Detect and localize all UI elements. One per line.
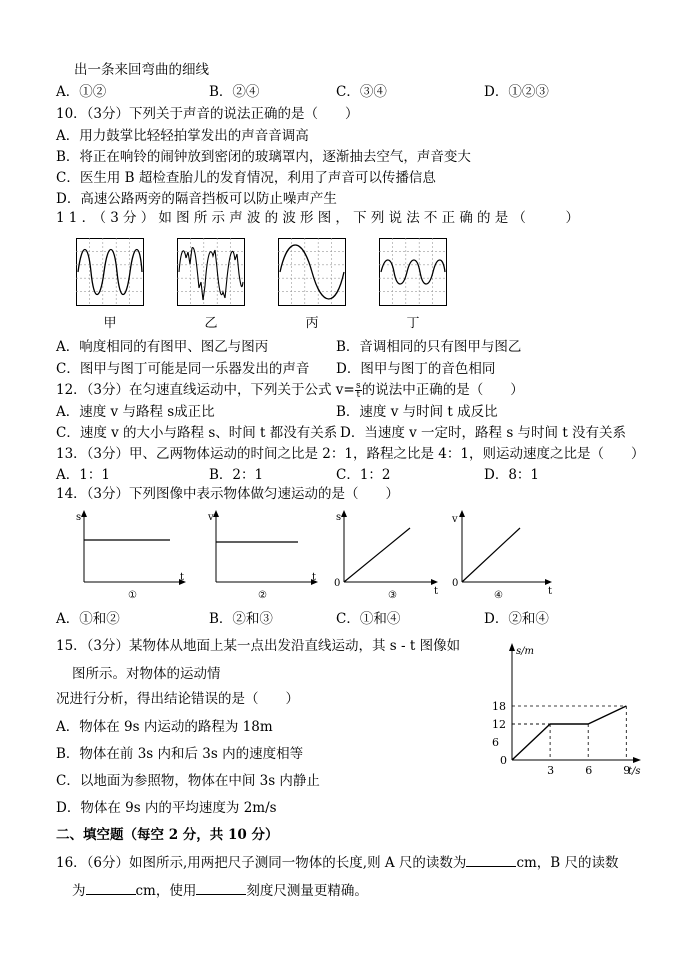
graph-4-y-label: v xyxy=(452,514,458,525)
graph-4-number: ④ xyxy=(494,590,503,600)
q11-option-a: A．响度相同的有图甲、图乙与图丙 xyxy=(56,339,269,355)
graph-1-s-t-horizontal xyxy=(70,508,190,600)
q11-option-d: D．图甲与图丁的音色相同 xyxy=(336,361,496,377)
q12-option-a: A．速度 v 与路程 s成正比 xyxy=(56,404,215,420)
q10-option-d: D．高速公路两旁的隔音挡板可以防止噪声产生 xyxy=(56,191,337,207)
q16-line-2-c: 刻度尺测量更精确。 xyxy=(246,883,368,899)
section-2-title: 二、填空题（每空 2 分，共 10 分） xyxy=(56,827,279,843)
q13-option-b: B．2：1 xyxy=(209,467,264,483)
graph-4-v-t-linear xyxy=(448,508,568,600)
q9-option-a: A．①② xyxy=(56,84,107,100)
y-tick-label: 18 xyxy=(492,700,506,713)
q14-option-a: A．①和② xyxy=(56,611,120,627)
s-t-chart-x-label: t/s xyxy=(628,766,641,777)
graph-3-y-label: s xyxy=(336,512,342,523)
s-t-chart xyxy=(486,640,646,780)
s-t-chart-ticks xyxy=(492,700,630,777)
q15-option-a: A．物体在 9s 内运动的路程为 18m xyxy=(56,719,273,735)
x-tick-label: 9 xyxy=(623,764,631,777)
series-segment xyxy=(588,706,626,724)
q16-line-2 xyxy=(72,882,368,900)
graph-3-origin: 0 xyxy=(334,578,341,589)
q15-stem-3: 况进行分析，得出结论错误的是（ ） xyxy=(56,691,299,707)
q10-option-a: A．用力鼓掌比轻轻拍掌发出的声音音调高 xyxy=(56,128,309,144)
graph-2-v-t-horizontal xyxy=(202,508,322,600)
caption-bing: 丙 xyxy=(305,316,319,331)
q12-stem xyxy=(56,381,524,399)
q14-option-b: B．②和③ xyxy=(209,611,273,627)
q12-stem-a: 12．（3分）在匀速直线运动中，下列关于公式 v= xyxy=(56,382,355,398)
q16-line-1-b: cm，B 尺的读数 xyxy=(516,855,619,871)
s-t-chart-y-label: s/m xyxy=(516,646,534,657)
q12-option-b: B．速度 v 与时间 t 成反比 xyxy=(336,404,498,420)
q9-tail: 出一条来回弯曲的细线 xyxy=(74,62,209,78)
q16-line-1-a: 16．（6分）如图所示,用两把尺子测同一物体的长度,则 A 尺的读数为 xyxy=(56,855,467,871)
waveform-jia xyxy=(76,238,144,306)
y-tick-label: 12 xyxy=(492,718,506,731)
graph-1-number: ① xyxy=(128,590,137,600)
blank-ruler-choice[interactable] xyxy=(196,882,246,895)
graph-2-number: ② xyxy=(258,590,267,600)
graph-3-number: ③ xyxy=(388,590,397,600)
q10-stem: 10．（3分）下列关于声音的说法正确的是（ ） xyxy=(56,106,359,122)
q10-option-b: B．将正在响铃的闹钟放到密闭的玻璃罩内，逐渐抽去空气，声音变大 xyxy=(56,149,471,165)
y-tick-label: 6 xyxy=(492,736,499,749)
graph-1-x-label: t xyxy=(180,572,185,583)
series-segment xyxy=(512,724,550,760)
graph-3-s-t-linear xyxy=(330,508,450,600)
blank-a-reading[interactable] xyxy=(466,854,516,867)
q15-option-d: D．物体在 9s 内的平均速度为 2m/s xyxy=(56,800,277,816)
graph-2-y-label: v xyxy=(208,512,214,523)
waveform-bing xyxy=(278,238,346,306)
q15-stem-2: 图所示。对物体的运动情 xyxy=(72,666,221,682)
waveform-yi xyxy=(177,238,245,306)
q9-option-b: B．②④ xyxy=(209,84,260,100)
s-t-chart-origin: 0 xyxy=(500,754,507,767)
q12-option-c: C．速度 v 的大小与路程 s、时间 t 都没有关系 xyxy=(56,425,338,441)
q13-stem: 13．（3分）甲、乙两物体运动的时间之比是 2：1，路程之比是 4：1，则运动速度之比是（ ） xyxy=(56,446,645,462)
s-t-chart-series xyxy=(512,706,626,760)
caption-jia: 甲 xyxy=(103,316,117,331)
caption-ding: 丁 xyxy=(406,316,420,331)
q16-line-2-a: 为 xyxy=(72,883,86,899)
q14-stem: 14．（3分）下列图像中表示物体做匀速运动的是（ ） xyxy=(56,486,400,502)
q15-option-c: C．以地面为参照物，物体在中间 3s 内静止 xyxy=(56,773,320,789)
q12-formula-fraction xyxy=(355,382,362,399)
q16-line-2-b: cm，使用 xyxy=(135,883,197,899)
q9-option-d: D．①②③ xyxy=(484,84,549,100)
graph-4-origin: 0 xyxy=(452,578,459,589)
q15-option-b: B．物体在前 3s 内和后 3s 内的速度相等 xyxy=(56,746,304,762)
q14-option-c: C．①和④ xyxy=(336,611,401,627)
blank-b-reading[interactable] xyxy=(86,882,136,895)
q16-line-1 xyxy=(56,854,619,872)
q11-option-c: C．图甲与图丁可能是同一乐器发出的声音 xyxy=(56,361,310,377)
q15-stem-1: 15．（3分）某物体从地面上某一点出发沿直线运动，其 s - t 图像如 xyxy=(56,638,461,654)
waveform-ding xyxy=(379,238,447,306)
q12-option-d: D．当速度 v 一定时，路程 s 与时间 t 没有关系 xyxy=(340,425,627,441)
q13-option-d: D．8：1 xyxy=(484,467,540,483)
frac-denominator: t xyxy=(356,390,361,400)
x-tick-label: 6 xyxy=(585,764,593,777)
graph-1-y-label: s xyxy=(76,512,82,523)
graph-3-x-label: t xyxy=(434,586,439,597)
q13-option-a: A．1：1 xyxy=(56,467,110,483)
x-tick-label: 3 xyxy=(547,764,555,777)
frac-numerator: s xyxy=(355,381,361,391)
graph-4-x-label: t xyxy=(548,586,553,597)
q11-option-b: B．音调相同的只有图甲与图乙 xyxy=(336,339,522,355)
q11-stem: 11．（3分）如图所示声波的波形图，下列说法不正确的是（ ） xyxy=(56,210,584,226)
graph-2-x-label: t xyxy=(312,572,317,583)
q9-option-c: C．③④ xyxy=(336,84,387,100)
q13-option-c: C．1：2 xyxy=(336,467,391,483)
q10-option-c: C．医生用 B 超检查胎儿的发育情况，利用了声音可以传播信息 xyxy=(56,170,436,186)
q14-option-d: D．②和④ xyxy=(484,611,549,627)
caption-yi: 乙 xyxy=(204,316,218,331)
q12-stem-b: 的说法中正确的是（ ） xyxy=(361,382,524,398)
